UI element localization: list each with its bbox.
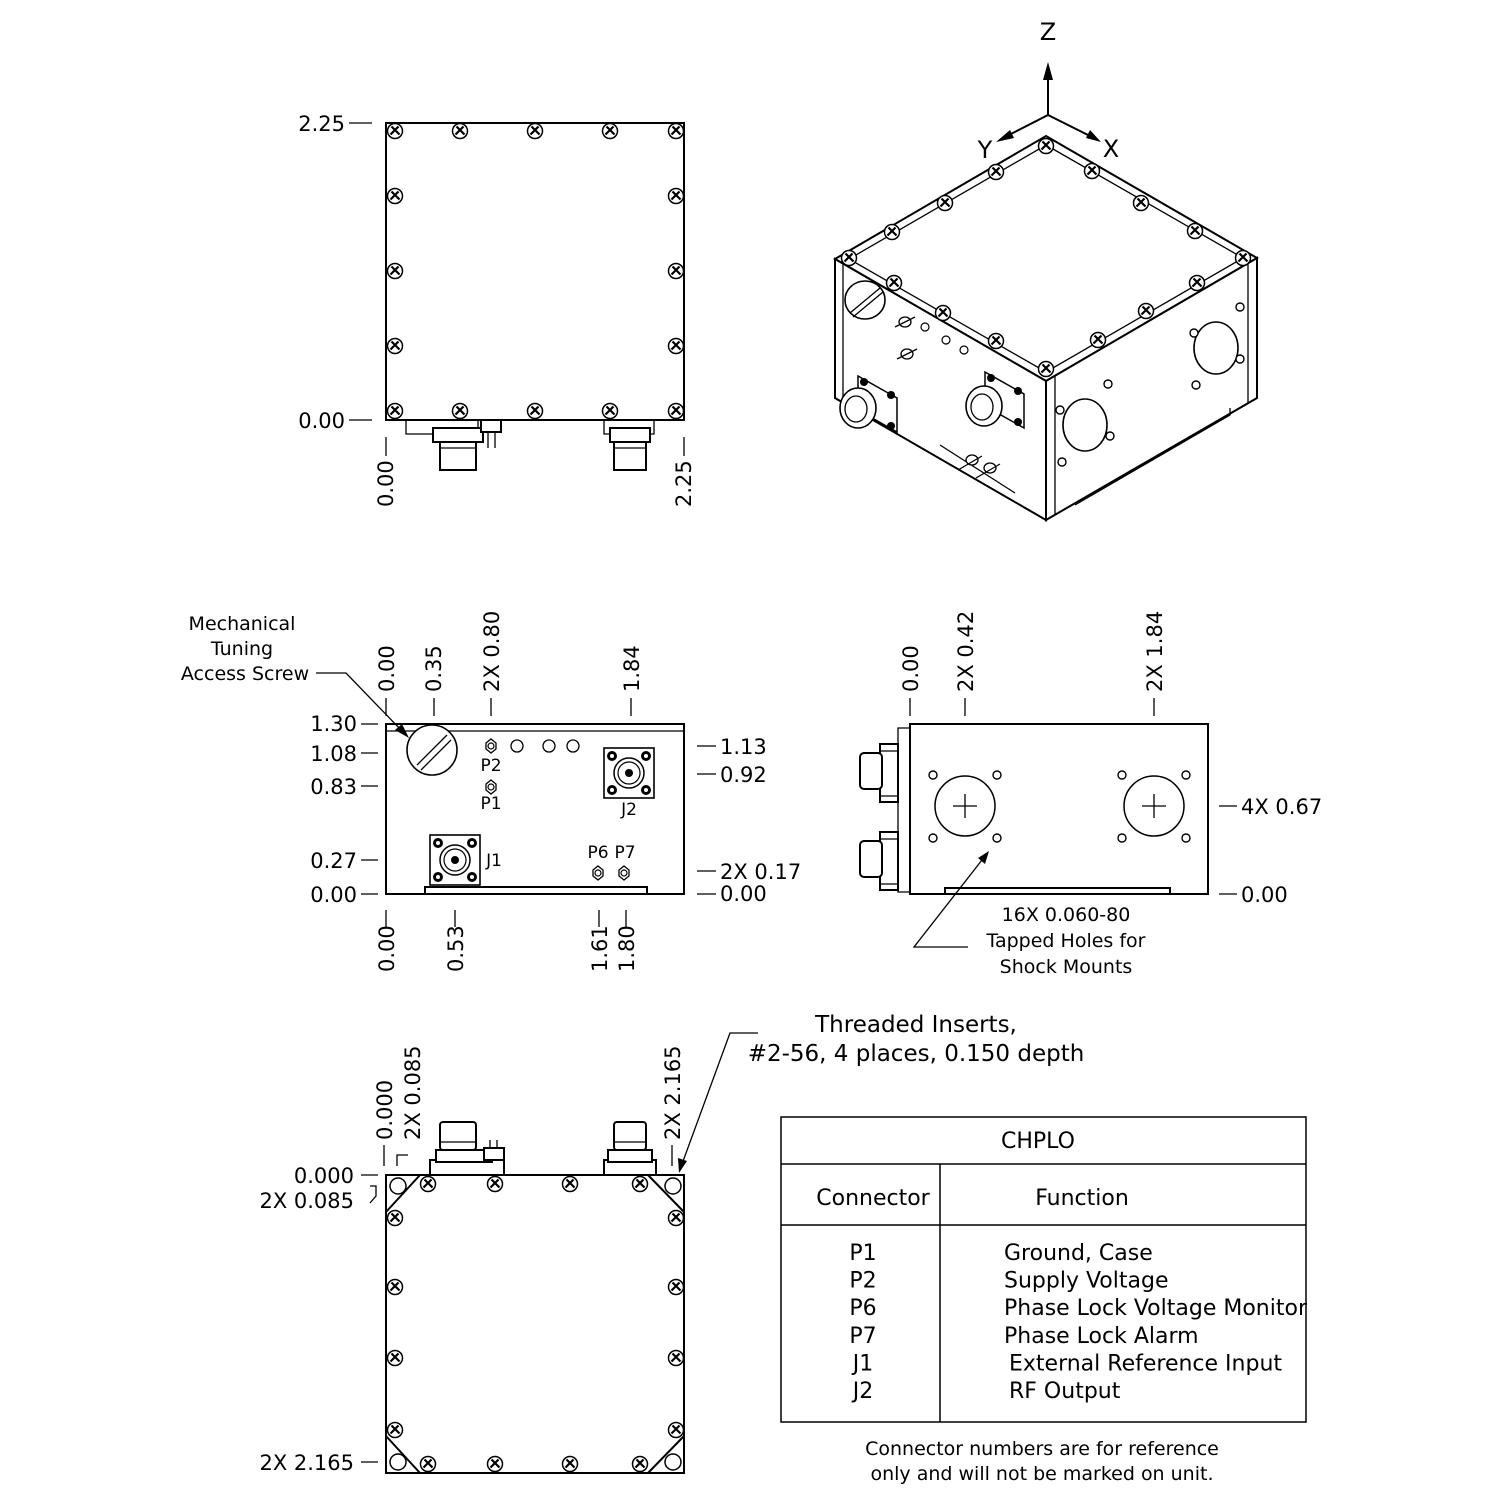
axis-z-label: Z (1039, 18, 1057, 46)
bottom-view (259, 1012, 1084, 1475)
insert-note-line-1: Threaded Inserts, (815, 1012, 1017, 1038)
top-view-outline (386, 123, 684, 420)
top-view-dim-x-0-00: 0.00 (374, 460, 398, 507)
table-cell-connector: P1 (849, 1241, 877, 1266)
front-dim-bottom-0-00: 0.00 (375, 925, 399, 972)
bottom-dim-top-2-165: 2X 2.165 (661, 1045, 685, 1140)
side-dim-top-0-42: 2X 0.42 (954, 610, 978, 692)
table-cell-function: Supply Voltage (1004, 1268, 1169, 1294)
front-dim-right-0-17: 2X 0.17 (720, 860, 802, 884)
front-dim-left-0-83: 0.83 (310, 775, 357, 799)
front-dim-top-0-00: 0.00 (375, 645, 399, 692)
side-dim-right-0-00: 0.00 (1241, 883, 1288, 907)
front-dim-right-1-13: 1.13 (720, 735, 767, 759)
table-rows (849, 1241, 1308, 1404)
label-p7: P7 (614, 843, 636, 863)
label-j2: J2 (621, 800, 637, 820)
table-cell-function: External Reference Input (1009, 1351, 1283, 1377)
table-cell-connector: J1 (852, 1351, 874, 1377)
pin-p6 (593, 866, 603, 880)
side-dim-right-0-67: 4X 0.67 (1241, 795, 1323, 819)
bottom-view-connectors (430, 1122, 656, 1175)
table-cell-function: RF Output (1009, 1379, 1121, 1404)
label-p1: P1 (480, 794, 502, 814)
front-dim-left-1-08: 1.08 (310, 742, 357, 766)
table-footnote-line-1: Connector numbers are for reference (865, 1438, 1219, 1460)
connector-table (781, 1117, 1308, 1485)
pin-p1 (486, 780, 496, 794)
table-cell-function: Ground, Case (1004, 1241, 1153, 1266)
bottom-view-outline (386, 1175, 684, 1473)
side-view (860, 611, 1322, 978)
front-dim-left-0-27: 0.27 (310, 849, 357, 873)
front-dim-top-1-84: 1.84 (620, 645, 644, 692)
connector-j1 (430, 835, 480, 885)
front-dim-right-0-92: 0.92 (720, 763, 767, 787)
front-dim-top-0-80: 2X 0.80 (480, 610, 504, 692)
axis-y-label: Y (977, 136, 993, 164)
label-p2: P2 (480, 756, 502, 776)
table-cell-function: Phase Lock Voltage Monitor (1004, 1296, 1307, 1322)
bottom-dim-left-0-000: 0.000 (293, 1164, 354, 1188)
top-view-dim-0-00: 0.00 (298, 409, 345, 433)
label-p6: P6 (587, 843, 609, 863)
front-dim-bottom-1-61: 1.61 (588, 925, 612, 972)
top-view-dim-x-2-25: 2.25 (672, 460, 696, 507)
table-cell-connector: J2 (852, 1379, 874, 1404)
side-dim-top-0-00: 0.00 (899, 645, 923, 692)
side-dim-top-1-84: 2X 1.84 (1143, 610, 1167, 692)
table-cell-connector: P7 (849, 1323, 877, 1349)
pin-p7 (619, 866, 629, 880)
insert-note-line-2: #2-56, 4 places, 0.150 depth (747, 1041, 1085, 1067)
axis-x-label: X (1102, 135, 1120, 163)
top-view-connector-j2 (604, 420, 654, 470)
bottom-dim-top-0-000: 0.000 (373, 1079, 397, 1140)
tuning-note-line-1: Mechanical (188, 613, 296, 635)
label-j1: J1 (486, 851, 502, 871)
isometric-view (835, 18, 1257, 520)
tuning-note-line-2: Tuning (210, 638, 274, 660)
pin-p2 (486, 739, 496, 753)
front-dim-right-0-00: 0.00 (720, 882, 767, 906)
front-dim-left-1-30: 1.30 (310, 712, 357, 736)
hole-note-line-2: Tapped Holes for (986, 930, 1146, 952)
table-title: CHPLO (1001, 1129, 1075, 1154)
tuning-note-line-3: Access Screw (180, 663, 310, 685)
table-header-function: Function (1035, 1186, 1129, 1211)
top-view (298, 112, 696, 507)
table-cell-function: Phase Lock Alarm (1004, 1323, 1199, 1349)
bottom-dim-top-0-085: 2X 0.085 (401, 1045, 425, 1140)
front-view (181, 611, 801, 972)
iso-shock-mount-hole-1 (1063, 399, 1107, 451)
hole-note-line-3: Shock Mounts (999, 956, 1133, 978)
iso-shock-mount-hole-2 (1194, 322, 1238, 374)
bottom-dim-left-0-085: 2X 0.085 (259, 1189, 354, 1213)
front-dim-bottom-0-53: 0.53 (444, 925, 468, 972)
bottom-dim-left-2-165: 2X 2.165 (259, 1451, 354, 1475)
front-dim-bottom-1-80: 1.80 (615, 925, 639, 972)
side-view-connectors (860, 728, 910, 892)
hole-note-line-1: 16X 0.060-80 (1001, 904, 1131, 926)
top-view-dim-2-25: 2.25 (298, 112, 345, 136)
top-view-connector-j1 (406, 420, 501, 470)
table-cell-connector: P2 (849, 1268, 877, 1294)
table-footnote-line-2: only and will not be marked on unit. (870, 1463, 1214, 1485)
front-dim-left-0-00: 0.00 (310, 883, 357, 907)
connector-j2 (604, 748, 654, 798)
table-cell-connector: P6 (849, 1296, 877, 1322)
table-header-connector: Connector (816, 1186, 930, 1211)
front-dim-top-0-35: 0.35 (422, 645, 446, 692)
